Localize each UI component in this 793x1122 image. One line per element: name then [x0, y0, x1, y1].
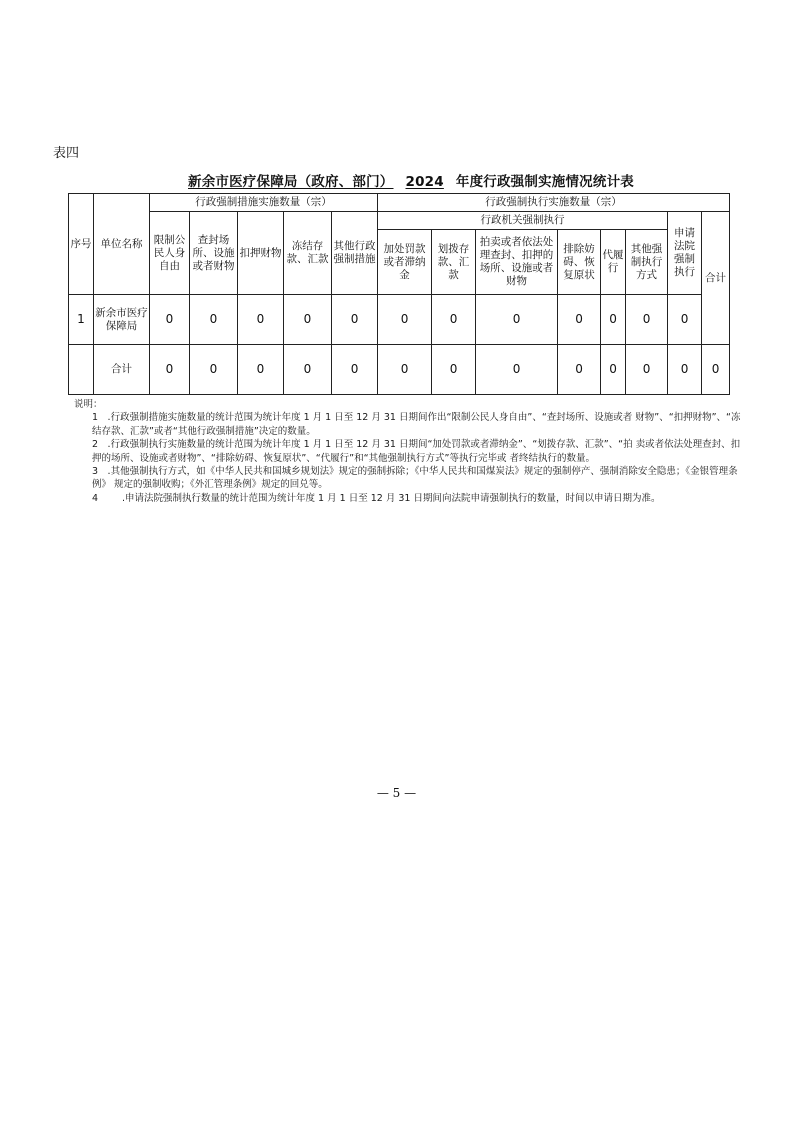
cell-value: 0 — [284, 295, 332, 345]
header-measure-col: 其他行政强制措施 — [332, 212, 378, 295]
cell-value: 0 — [432, 345, 476, 395]
table-number-label: 表四 — [53, 146, 80, 161]
cell-value: 0 — [668, 345, 702, 395]
page-number: — 5 — — [376, 786, 417, 800]
header-exec-col: 划拨存款、汇款 — [432, 230, 476, 295]
cell-value: 0 — [378, 345, 432, 395]
cell-value: 0 — [626, 295, 668, 345]
cell-seq — [69, 345, 94, 395]
note-item: 1 .行政强制措施实施数量的统计范围为统计年度 1 月 1 日至 12 月 31 日期间作出“限制公民人身自由”、“查封场所、设施或者 财物”、“扣押财物”、“冻结存款、汇款”或者“其他行政强制措施”决定的数量。 — [92, 412, 741, 437]
cell-value: 0 — [238, 295, 284, 345]
cell-value: 0 — [432, 295, 476, 345]
header-admin-exec: 行政机关强制执行 — [378, 212, 668, 230]
header-measures-group: 行政强制措施实施数量（宗） — [150, 194, 378, 212]
cell-value: 0 — [332, 295, 378, 345]
header-measure-col: 扣押财物 — [238, 212, 284, 295]
cell-value: 0 — [476, 295, 558, 345]
title-org: 新余市医疗保障局（政府、部门） — [188, 174, 394, 190]
cell-value: 0 — [626, 345, 668, 395]
header-exec-group: 行政强制执行实施数量（宗） — [378, 194, 730, 212]
header-exec-col: 代履行 — [601, 230, 626, 295]
header-seq: 序号 — [69, 194, 94, 295]
note-item — [74, 492, 742, 505]
note-number: 4 — [92, 492, 99, 504]
table-row — [69, 295, 730, 345]
header-unit: 单位名称 — [94, 194, 150, 295]
cell-value: 0 — [284, 345, 332, 395]
notes-heading: 说明： — [74, 399, 103, 410]
header-exec-col: 排除妨碍、恢复原状 — [558, 230, 601, 295]
cell-value: 0 — [601, 295, 626, 345]
cell-unit: 合计 — [94, 345, 150, 395]
note-text: .申请法院强制执行数量的统计范围为统计年度 1 月 1 日至 12 月 31 日期间向法院申请强制执行的数量，时间以申请日期为准。 — [122, 492, 661, 504]
header-total: 合计 — [702, 212, 730, 345]
header-exec-col: 其他强制执行方式 — [626, 230, 668, 295]
cell-value: 0 — [668, 295, 702, 345]
cell-value: 0 — [150, 295, 190, 345]
cell-value: 0 — [378, 295, 432, 345]
header-exec-col: 拍卖或者依法处理查封、扣押的场所、设施或者财物 — [476, 230, 558, 295]
cell-value: 0 — [190, 295, 238, 345]
cell-value: 0 — [332, 345, 378, 395]
cell-value: 0 — [601, 345, 626, 395]
statistics-table — [68, 193, 730, 395]
header-court: 申请法院强制执行 — [668, 212, 702, 295]
cell-value: 0 — [476, 345, 558, 395]
cell-seq: 1 — [69, 295, 94, 345]
header-measure-col: 查封场所、设施或者财物 — [190, 212, 238, 295]
cell-value: 0 — [238, 345, 284, 395]
table-row-total — [69, 345, 730, 395]
table-title — [188, 170, 634, 190]
cell-value: 0 — [702, 345, 730, 395]
cell-value: 0 — [190, 345, 238, 395]
note-item: 2 .行政强制执行实施数量的统计范围为统计年度 1 月 1 日至 12 月 31 日期间“加处罚款或者滞纳金”、“划拨存款、汇款”、“拍 卖或者依法处理查封、扣押的场所、设施或者财物”、“排除妨碍、恢复原状”、“代履行”和“其他强制执行方式”等执行完毕或 者终结执行的数量。 — [92, 439, 741, 464]
notes-section — [74, 398, 742, 505]
cell-value: 0 — [558, 345, 601, 395]
cell-value: 0 — [150, 345, 190, 395]
header-measure-col: 冻结存款、汇款 — [284, 212, 332, 295]
header-exec-col: 加处罚款或者滞纳金 — [378, 230, 432, 295]
cell-unit: 新余市医疗保障局 — [94, 295, 150, 345]
note-item: 3 .其他强制执行方式，如《中华人民共和国城乡规划法》规定的强制拆除；《中华人民共和国煤炭法》规定的强制停产、强制消除安全隐患；《金银管理条例》 规定的强制收购；《外汇管理条例》规定的回兑等。 — [92, 466, 738, 491]
title-rest: 年度行政强制实施情况统计表 — [455, 174, 634, 190]
cell-value: 0 — [558, 295, 601, 345]
header-measure-col: 限制公民人身自由 — [150, 212, 190, 295]
title-year: 2024 — [405, 174, 444, 190]
